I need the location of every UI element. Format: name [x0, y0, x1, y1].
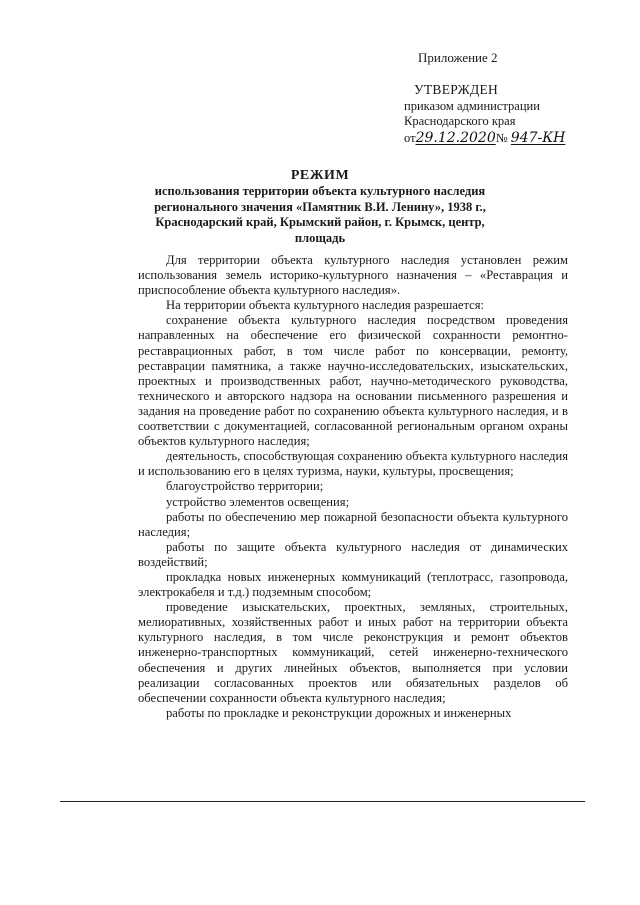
paragraph: прокладка новых инженерных коммуникаций (теплотрасс, газопровода, электрокабеля и т.д.) подземным способом;: [138, 569, 568, 600]
order-date-handwritten: 29.12.2020: [415, 130, 496, 146]
order-line-1: приказом администрации: [404, 99, 540, 113]
order-date-line: [404, 130, 565, 146]
order-number-label: №: [495, 131, 508, 145]
paragraph: устройство элементов освещения;: [166, 494, 350, 509]
paragraph: сохранение объекта культурного наследия посредством проведения направленных на обеспечение его физической сохранности ремонтно-реставрационных работ, в том числе работ по консервации, ремонту, реставрации памятника, а также научно-исследовательских, изыскательских, проектных и производственных работ, научно-методического руководства, технического и авторского надзора на основании письменного разрешения и задания на проведение работ по сохранению объекта культурного наследия, и в соответствии с документацией, согласованной региональным органом охраны объектов культурного наследия;: [138, 313, 568, 449]
paragraph: На территории объекта культурного наследия разрешается:: [166, 298, 485, 313]
paragraph: работы по защите объекта культурного наследия от динамических воздействий;: [138, 539, 568, 569]
paragraph: благоустройство территории;: [166, 479, 324, 494]
paragraph: работы по обеспечению мер пожарной безопасности объекта культурного наследия;: [138, 509, 568, 539]
footer-rule: [60, 801, 585, 802]
order-line-2: Краснодарского края: [404, 114, 516, 128]
document-body: [138, 253, 568, 721]
paragraph: работы по прокладке и реконструкции дорожных и инженерных: [166, 705, 512, 720]
paragraph: деятельность, способствующая сохранению объекта культурного наследия и использованию его в целях туризма, науки, культуры, просвещения;: [138, 449, 568, 479]
paragraph: проведение изыскательских, проектных, земляных, строительных, мелиоративных, хозяйственных работ и иных работ на территории объекта культурного наследия, в том числе реконструкция и ремонт объектов инженерно-транспортных коммуникаций, сетей инженерно-технического обеспечения и других линейных объектов, выполняется при условии реализации согласованных проектов или обязательных разделов об обеспечении сохранности объекта культурного наследия;: [138, 600, 568, 705]
document-subtitle: использования территории объекта культурного наследия регионального значения «Памятник В.И. Ленину», 1938 г., Краснодарский край, Крымский район, г. Крымск, центр, площадь: [154, 184, 486, 245]
order-number-handwritten: 947-КН: [510, 130, 566, 146]
approved-stamp: УТВЕРЖДЕН: [414, 82, 499, 97]
order-prefix: от: [404, 131, 416, 145]
document-title: РЕЖИМ: [290, 168, 350, 183]
appendix-label: Приложение 2: [418, 50, 498, 65]
paragraph: Для территории объекта культурного наследия установлен режим использования земель историко-культурного назначения – «Реставрация и приспособление объекта культурного наследия».: [138, 253, 568, 298]
